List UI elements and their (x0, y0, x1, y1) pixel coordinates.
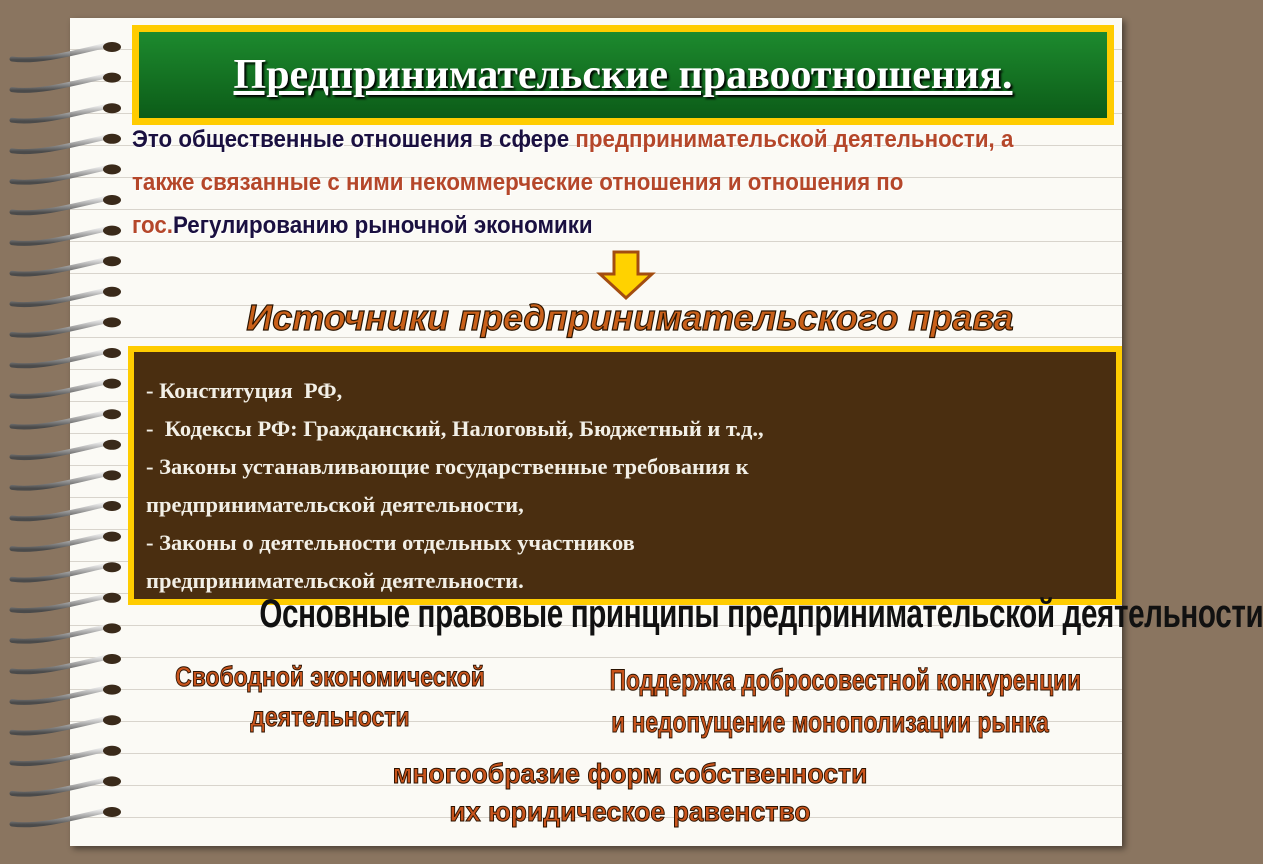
definition-text (132, 118, 1053, 247)
sources-item: - Законы о деятельности отдельных участников (146, 530, 635, 555)
principle-line: их юридическое равенство (449, 796, 811, 827)
sources-item: предпринимательской деятельности. (146, 568, 524, 593)
principle-competition (609, 660, 1082, 744)
sources-item: - Конституция РФ, (146, 378, 343, 403)
principle-line: Поддержка добросовестной конкуренции (609, 664, 1082, 697)
page-title: Предпринимательские правоотношения. (233, 52, 1013, 98)
sources-item: - Законы устанавливающие государственные требования к (146, 454, 749, 479)
principle-ownership (241, 755, 1020, 831)
sources-box (128, 346, 1122, 605)
principle-economic-freedom (158, 657, 502, 737)
principle-line: деятельности (250, 701, 410, 732)
principles-heading: Основные правовые принципы предпринимательской деятельности (259, 592, 1263, 636)
down-arrow-icon (596, 250, 656, 300)
title-banner (132, 25, 1114, 125)
sources-item: предпринимательской деятельности, (146, 492, 524, 517)
definition-part-2: предпринимательской деятельности, а также связанные с ними некоммерческие отношения и отношения по гос. (132, 126, 1014, 239)
principle-line: и недопущение монополизации рынка (611, 706, 1049, 739)
principle-line: Свободной экономической (175, 661, 485, 692)
definition-part-1: Это общественные отношения в сфере (132, 126, 576, 153)
sources-item: - Кодексы РФ: Гражданский, Налоговый, Бюджетный и т.д., (146, 416, 764, 441)
principle-line: многообразие форм собственности (392, 758, 868, 789)
definition-part-3: Регулированию рыночной экономики (172, 212, 593, 239)
sources-heading: Источники предпринимательского права (246, 297, 1014, 338)
